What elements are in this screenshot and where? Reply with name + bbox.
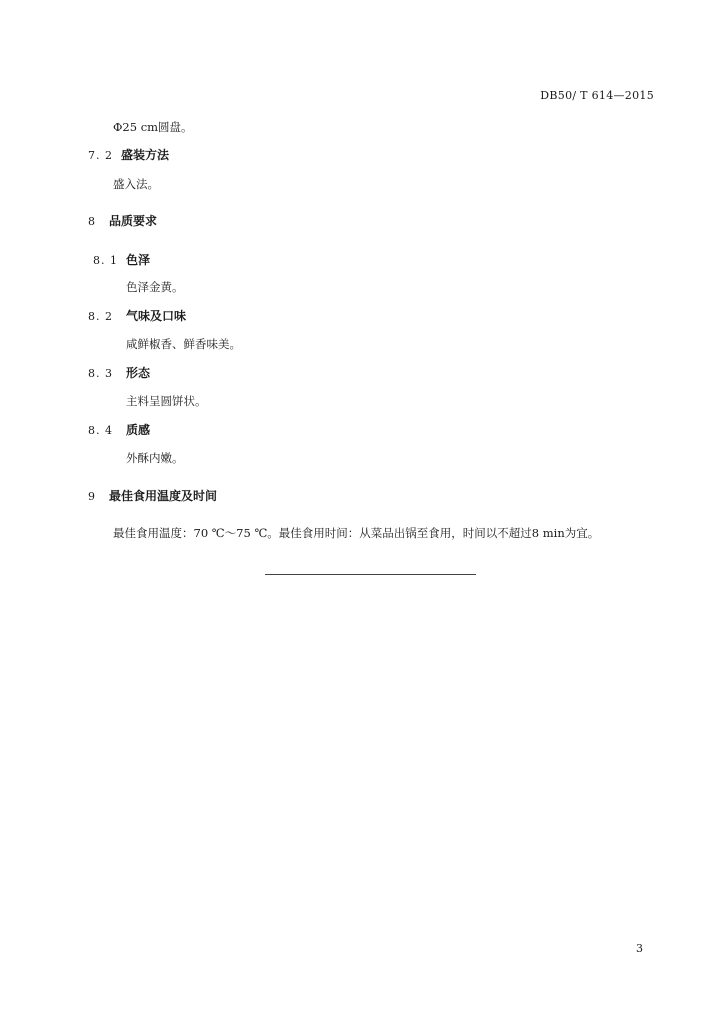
- section-9-body: 最佳食用温度：70 ℃～75 ℃。最佳食用时间：从菜品出锅至食用，时间以不超过8 min为宜。: [113, 526, 600, 540]
- section-8-number: 8: [88, 215, 96, 228]
- section-8-1-number: 8. 1: [93, 254, 118, 267]
- section-9-number: 9: [88, 490, 96, 503]
- page-number: 3: [636, 942, 643, 955]
- section-8-2-title: 气味及口味: [126, 309, 187, 323]
- section-8-3-number: 8. 3: [88, 367, 113, 380]
- section-7-2-body: 盛入法。: [113, 177, 159, 191]
- section-9-title: 最佳食用温度及时间: [109, 489, 218, 503]
- section-8-3-title: 形态: [126, 366, 151, 380]
- end-rule: [265, 574, 476, 575]
- standard-code: DB50/ T 614—2015: [540, 89, 654, 102]
- section-8-1-body: 色泽金黄。: [126, 280, 184, 294]
- section-8-2-body: 咸鲜椒香、鲜香味美。: [126, 337, 241, 351]
- section-7-2-number: 7. 2: [88, 149, 113, 162]
- section-7-2-title: 盛装方法: [121, 148, 170, 162]
- section-8-2-number: 8. 2: [88, 310, 113, 323]
- section-8-title: 品质要求: [109, 214, 158, 228]
- section-8-1-title: 色泽: [126, 253, 151, 267]
- section-8-3-body: 主料呈圆饼状。: [126, 394, 207, 408]
- section-8-4-title: 质感: [126, 423, 151, 437]
- plate-text: Φ25 cm圆盘。: [113, 120, 193, 134]
- section-8-4-body: 外酥内嫩。: [126, 451, 184, 465]
- section-8-4-number: 8. 4: [88, 424, 113, 437]
